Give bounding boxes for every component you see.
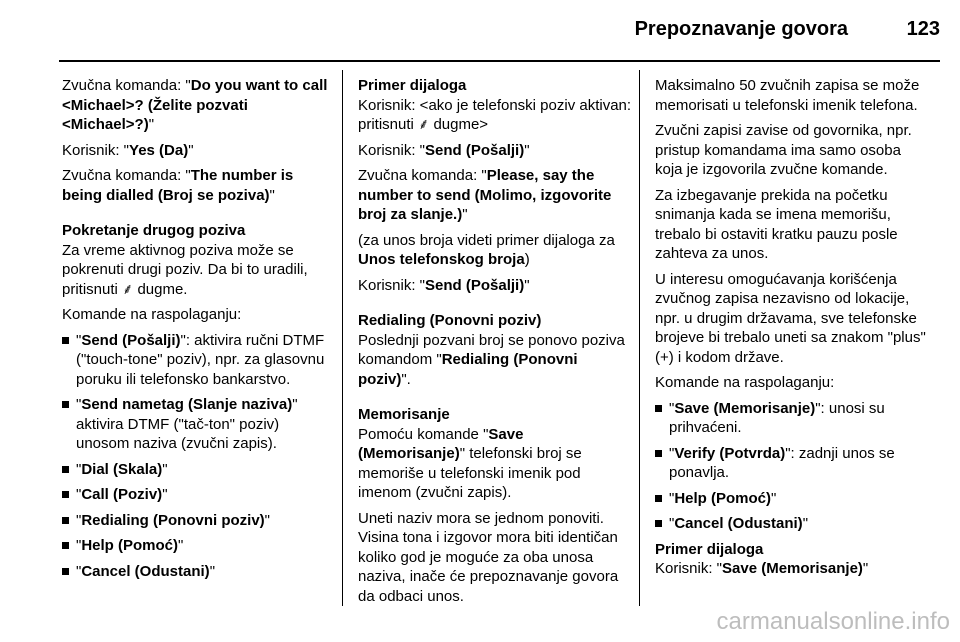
body-paragraph: Za vreme aktivnog poziva može se pokrenuti drugi poziv. Da bi to uradili, pritisnuti ⸙ dugme.: [62, 241, 308, 298]
watermark: carmanualsonline.info: [716, 608, 950, 635]
column-2: [358, 76, 634, 612]
body-paragraph: Korisnik: <ako je telefonski poziv aktivan: pritisnuti ⸙ dugme>: [358, 96, 632, 133]
section-heading: Primer dijaloga: [358, 77, 467, 94]
user-response-paragraph: Korisnik: "Yes (Da)": [62, 141, 194, 159]
user-response-paragraph: Korisnik: "Send (Pošalji)": [358, 141, 530, 159]
voice-command-paragraph: Zvučna komanda: "The number is being dialled (Broj se poziva)": [62, 167, 294, 204]
body-paragraph: U interesu omogućavanja korišćenja zvučnog zapisa nezavisno od lokacije, npr. u drugim državama, sve telefonske brojeve bi trebalo uneti sa znakom "plus" (+) i kodom države.: [655, 270, 926, 366]
page-header-title: Prepoznavanje govora: [634, 18, 848, 40]
section-heading: Primer dijaloga: [655, 540, 764, 558]
command-list: [655, 399, 927, 534]
body-paragraph: Zvučni zapisi zavise od govornika, npr. pristup komandama ima samo osoba koja je izgovorila zvučne komande.: [655, 122, 912, 178]
list-item: "Dial (Skala)": [62, 460, 330, 480]
user-response-paragraph: Korisnik: "Send (Pošalji)": [358, 276, 530, 294]
list-item: "Verify (Potvrda)": zadnji unos se ponavlja.: [655, 444, 927, 483]
user-response-paragraph: Korisnik: "Save (Memorisanje)": [655, 560, 869, 577]
list-item: "Call (Poziv)": [62, 485, 330, 505]
voice-command-paragraph: Zvučna komanda: "Please, say the number to send (Molimo, izgovorite broj za slanje.)": [358, 167, 612, 223]
body-paragraph: Maksimalno 50 zvučnih zapisa se može memorisati u telefonski imenik telefona.: [655, 77, 920, 114]
section-heading: Redialing (Ponovni poziv): [358, 312, 542, 329]
list-item: "Help (Pomoć)": [655, 489, 927, 509]
list-item: "Help (Pomoć)": [62, 536, 330, 556]
voice-command-paragraph: Zvučna komanda: "Do you want to call <Michael>? (Želite pozvati <Michael>?)": [62, 77, 328, 133]
column-divider-1: [342, 70, 343, 606]
body-paragraph: Komande na raspolaganju:: [655, 374, 835, 391]
body-paragraph: (za unos broja videti primer dijaloga za Unos telefonskog broja): [358, 231, 615, 268]
header-divider: [59, 60, 940, 62]
section-heading: Memorisanje: [358, 406, 450, 423]
page-number: 123: [906, 18, 940, 40]
body-paragraph: Komande na raspolaganju:: [62, 306, 242, 323]
list-item: "Send (Pošalji)": aktivira ručni DTMF ("touch-tone" poziv), npr. za glasovnu poruku ili telefonsko bankarstvo.: [62, 331, 330, 390]
list-item: "Cancel (Odustani)": [62, 562, 330, 582]
list-item: "Redialing (Ponovni poziv)": [62, 511, 330, 531]
command-list: [62, 331, 330, 582]
column-divider-2: [639, 70, 640, 606]
list-item: "Cancel (Odustani)": [655, 514, 927, 534]
body-paragraph: Za izbegavanje prekida na početku snimanja kada se imena memorišu, trebalo bi ostaviti kratku pauzu posle zahteva za unos.: [655, 186, 898, 262]
section-heading: Pokretanje drugog poziva: [62, 222, 246, 239]
list-item: "Send nametag (Slanje naziva)" aktivira DTMF ("tač-ton" poziv) unosom naziva (zvučni zapis).: [62, 395, 330, 454]
column-1: [62, 76, 330, 587]
column-3: [655, 76, 927, 585]
body-paragraph: Pomoću komande "Save (Memorisanje)" telefonski broj se memoriše u telefonski imenik pod imenom (zvučni zapis).: [358, 425, 582, 501]
list-item: "Save (Memorisanje)": unosi su prihvaćeni.: [655, 399, 927, 438]
body-paragraph: Poslednji pozvani broj se ponovo poziva komandom "Redialing (Ponovni poziv)".: [358, 331, 625, 388]
body-paragraph: Uneti naziv mora se jednom ponoviti. Visina tona i izgovor mora biti identičan koliko god je moguće za oba unosa naziva, inače će prepoznavanje govora da odbaci unos.: [358, 509, 619, 605]
